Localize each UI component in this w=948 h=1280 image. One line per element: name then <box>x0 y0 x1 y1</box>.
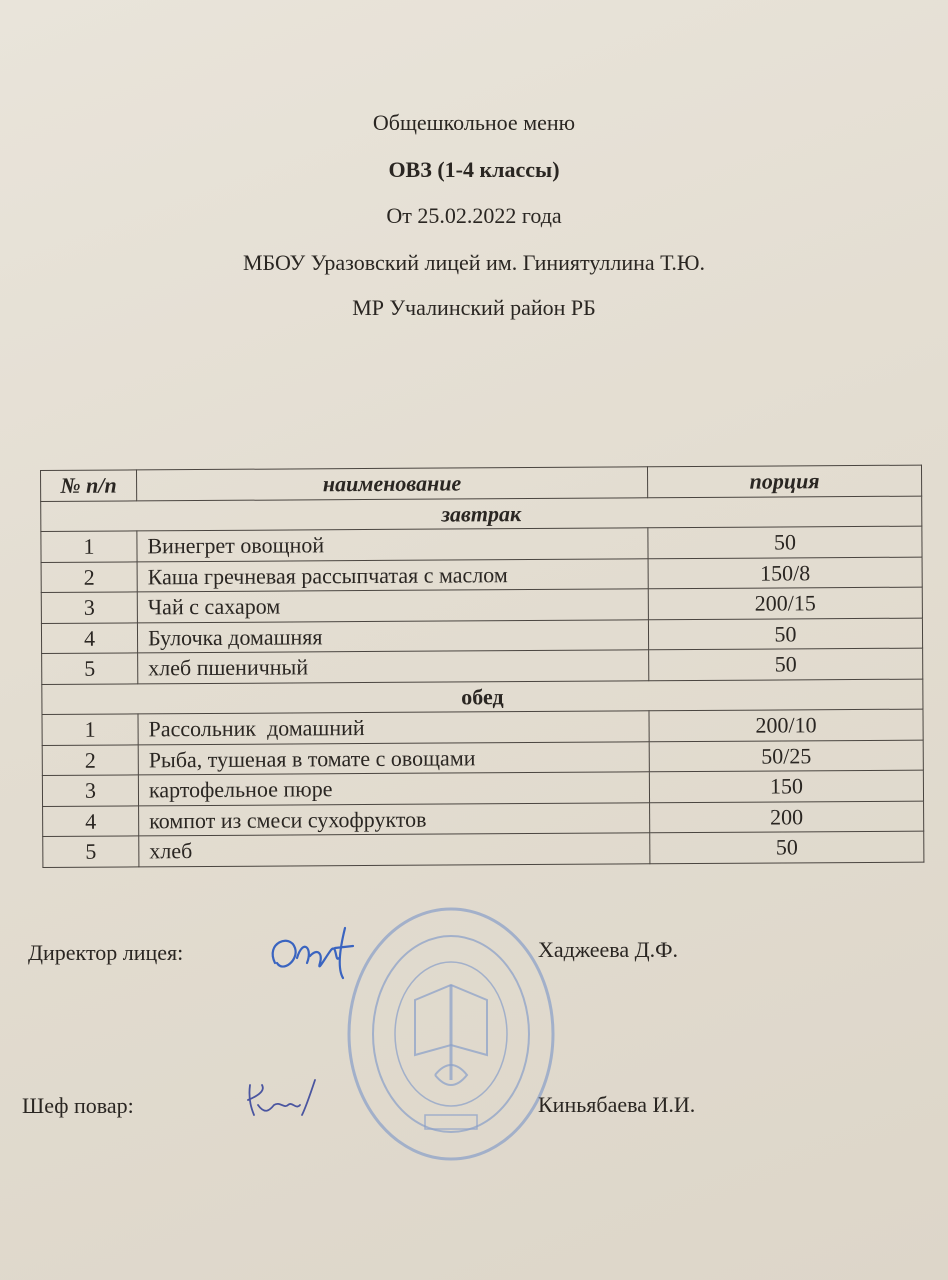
section-title: завтрак <box>41 496 922 532</box>
dish-portion: 50 <box>649 648 923 680</box>
menu-table <box>40 465 924 868</box>
dish-portion: 200/15 <box>648 587 922 619</box>
column-header-name: наименование <box>137 467 648 501</box>
director-label: Директор лицея: <box>28 940 184 965</box>
row-number: 4 <box>43 805 139 836</box>
dish-name: Рыба, тушеная в томате с овощами <box>138 741 649 775</box>
column-header-number: № п/п <box>41 470 137 501</box>
dish-name: картофельное пюре <box>138 772 649 806</box>
dish-name: Каша гречневая рассыпчатая с маслом <box>137 558 648 592</box>
dish-portion: 150/8 <box>648 557 922 589</box>
dish-name: Чай с сахаром <box>137 589 648 623</box>
section-title: обед <box>42 679 923 715</box>
dish-portion: 50 <box>650 831 924 863</box>
dish-name: Винегрет овощной <box>137 528 648 562</box>
dish-portion: 50/25 <box>649 740 923 772</box>
row-number: 5 <box>42 653 138 684</box>
document-title: Общешкольное меню <box>372 110 576 135</box>
document-date: От 25.02.2022 года <box>386 203 562 228</box>
director-name: Хаджеева Д.Ф. <box>538 937 679 962</box>
dish-name: Рассольник домашний <box>138 711 649 745</box>
dish-name: хлеб пшеничный <box>138 650 649 684</box>
dish-portion: 50 <box>648 526 922 558</box>
row-number: 3 <box>41 592 137 623</box>
row-number: 5 <box>43 836 139 867</box>
dish-portion: 150 <box>649 770 923 802</box>
dish-portion: 200 <box>650 801 924 833</box>
dish-name: компот из смеси сухофруктов <box>139 802 650 836</box>
row-number: 1 <box>42 714 138 745</box>
chef-signature-icon <box>240 1075 325 1125</box>
dish-name: Булочка домашняя <box>137 619 648 653</box>
district-name: МР Учалинский район РБ <box>352 295 596 320</box>
dish-portion: 50 <box>648 618 922 650</box>
column-header-portion: порция <box>647 465 921 497</box>
chef-label: Шеф повар: <box>22 1093 134 1118</box>
school-stamp-icon <box>345 905 557 1163</box>
director-signature-icon <box>265 918 360 988</box>
chef-name: Киньябаева И.И. <box>538 1092 696 1117</box>
row-number: 2 <box>42 744 138 775</box>
document-subtitle: ОВЗ (1-4 классы) <box>388 157 560 182</box>
row-number: 4 <box>41 622 137 653</box>
dish-name: хлеб <box>139 833 650 867</box>
row-number: 3 <box>42 775 138 806</box>
row-number: 1 <box>41 531 137 562</box>
table-row <box>43 831 924 867</box>
school-name: МБОУ Уразовский лицей им. Гиниятуллина Т.Ю. <box>242 250 706 275</box>
dish-portion: 200/10 <box>649 709 923 741</box>
row-number: 2 <box>41 561 137 592</box>
